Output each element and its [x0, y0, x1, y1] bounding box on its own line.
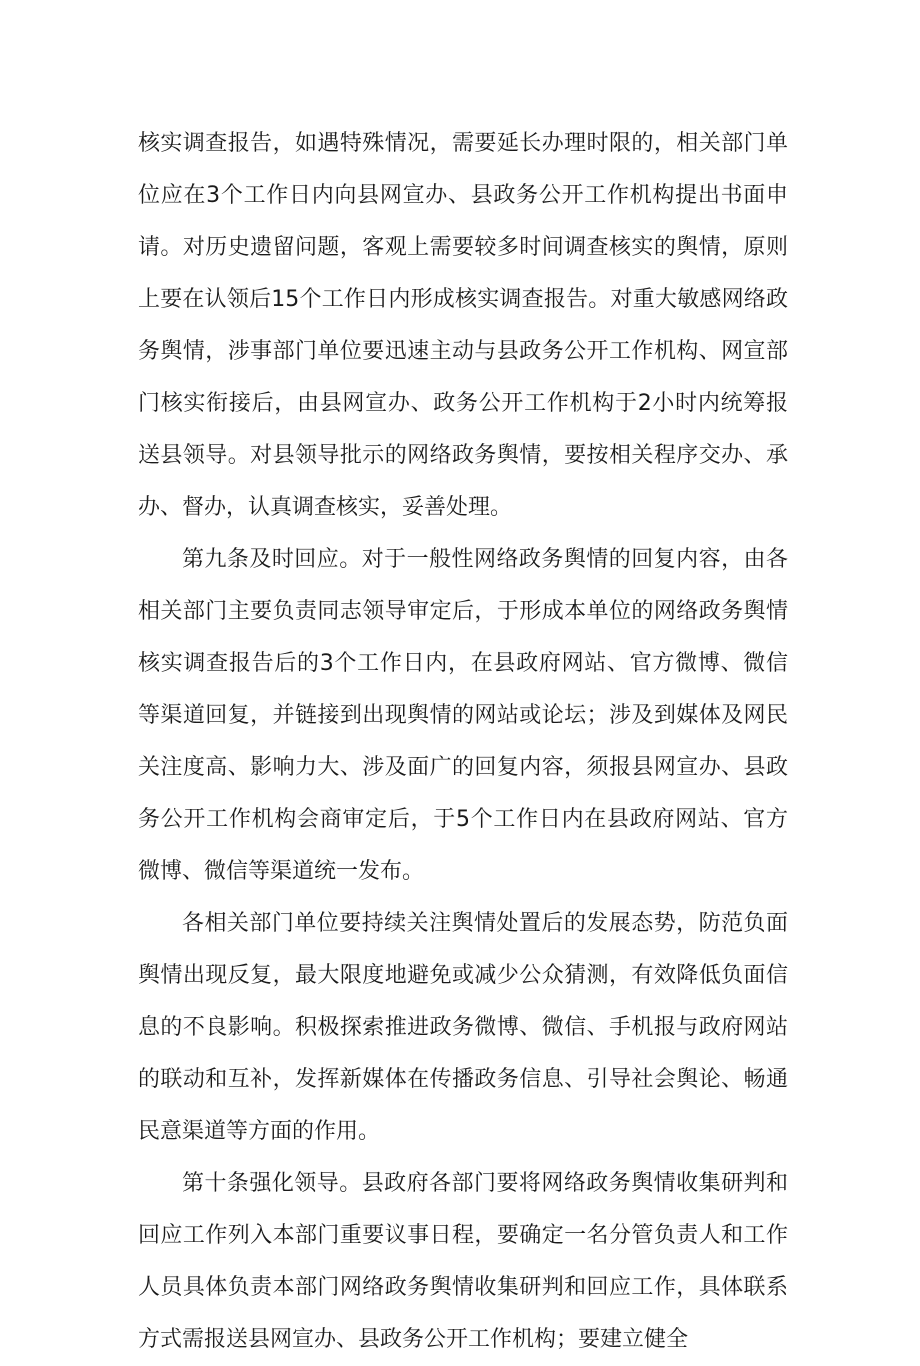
- paragraph-article-9-timely-response: 第九条及时回应。对于一般性网络政务舆情的回复内容，由各相关部门主要负责同志领导审定后，于形成本单位的网络政务舆情核实调查报告后的3个工作日内，在县政府网站、官方微博、微信等渠道回复，并链接到出现舆情的网站或论坛；涉及到媒体及网民关注度高、影响力大、涉及面广的回复内容，须报县网宣办、县政务公开工作机构会商审定后，于5个工作日内在县政府网站、官方微博、微信等渠道统一发布。: [138, 547, 788, 884]
- paragraph-article-10-leadership: 第十条强化领导。县政府各部门要将网络政务舆情收集研判和回应工作列入本部门重要议事日程，要确定一名分管负责人和工作人员具体负责本部门网络政务舆情收集研判和回应工作，具体联系方式需报送县网宣办、县政务公开工作机构；要建立健全: [138, 1171, 788, 1352]
- document-body: [138, 118, 788, 1366]
- paragraph-verification-report: 核实调查报告，如遇特殊情况，需要延长办理时限的，相关部门单位应在3个工作日内向县网宣办、县政务公开工作机构提出书面申请。对历史遗留问题，客观上需要较多时间调查核实的舆情，原则上要在认领后15个工作日内形成核实调查报告。对重大敏感网络政务舆情，涉事部门单位要迅速主动与县政务公开工作机构、网宣部门核实衔接后，由县网宣办、政务公开工作机构于2小时内统筹报送县领导。对县领导批示的网络政务舆情，要按相关程序交办、承办、督办，认真调查核实，妥善处理。: [138, 131, 788, 520]
- paragraph-follow-up-attention: 各相关部门单位要持续关注舆情处置后的发展态势，防范负面舆情出现反复，最大限度地避免或减少公众猜测，有效降低负面信息的不良影响。积极探索推进政务微博、微信、手机报与政府网站的联动和互补，发挥新媒体在传播政务信息、引导社会舆论、畅通民意渠道等方面的作用。: [138, 911, 788, 1144]
